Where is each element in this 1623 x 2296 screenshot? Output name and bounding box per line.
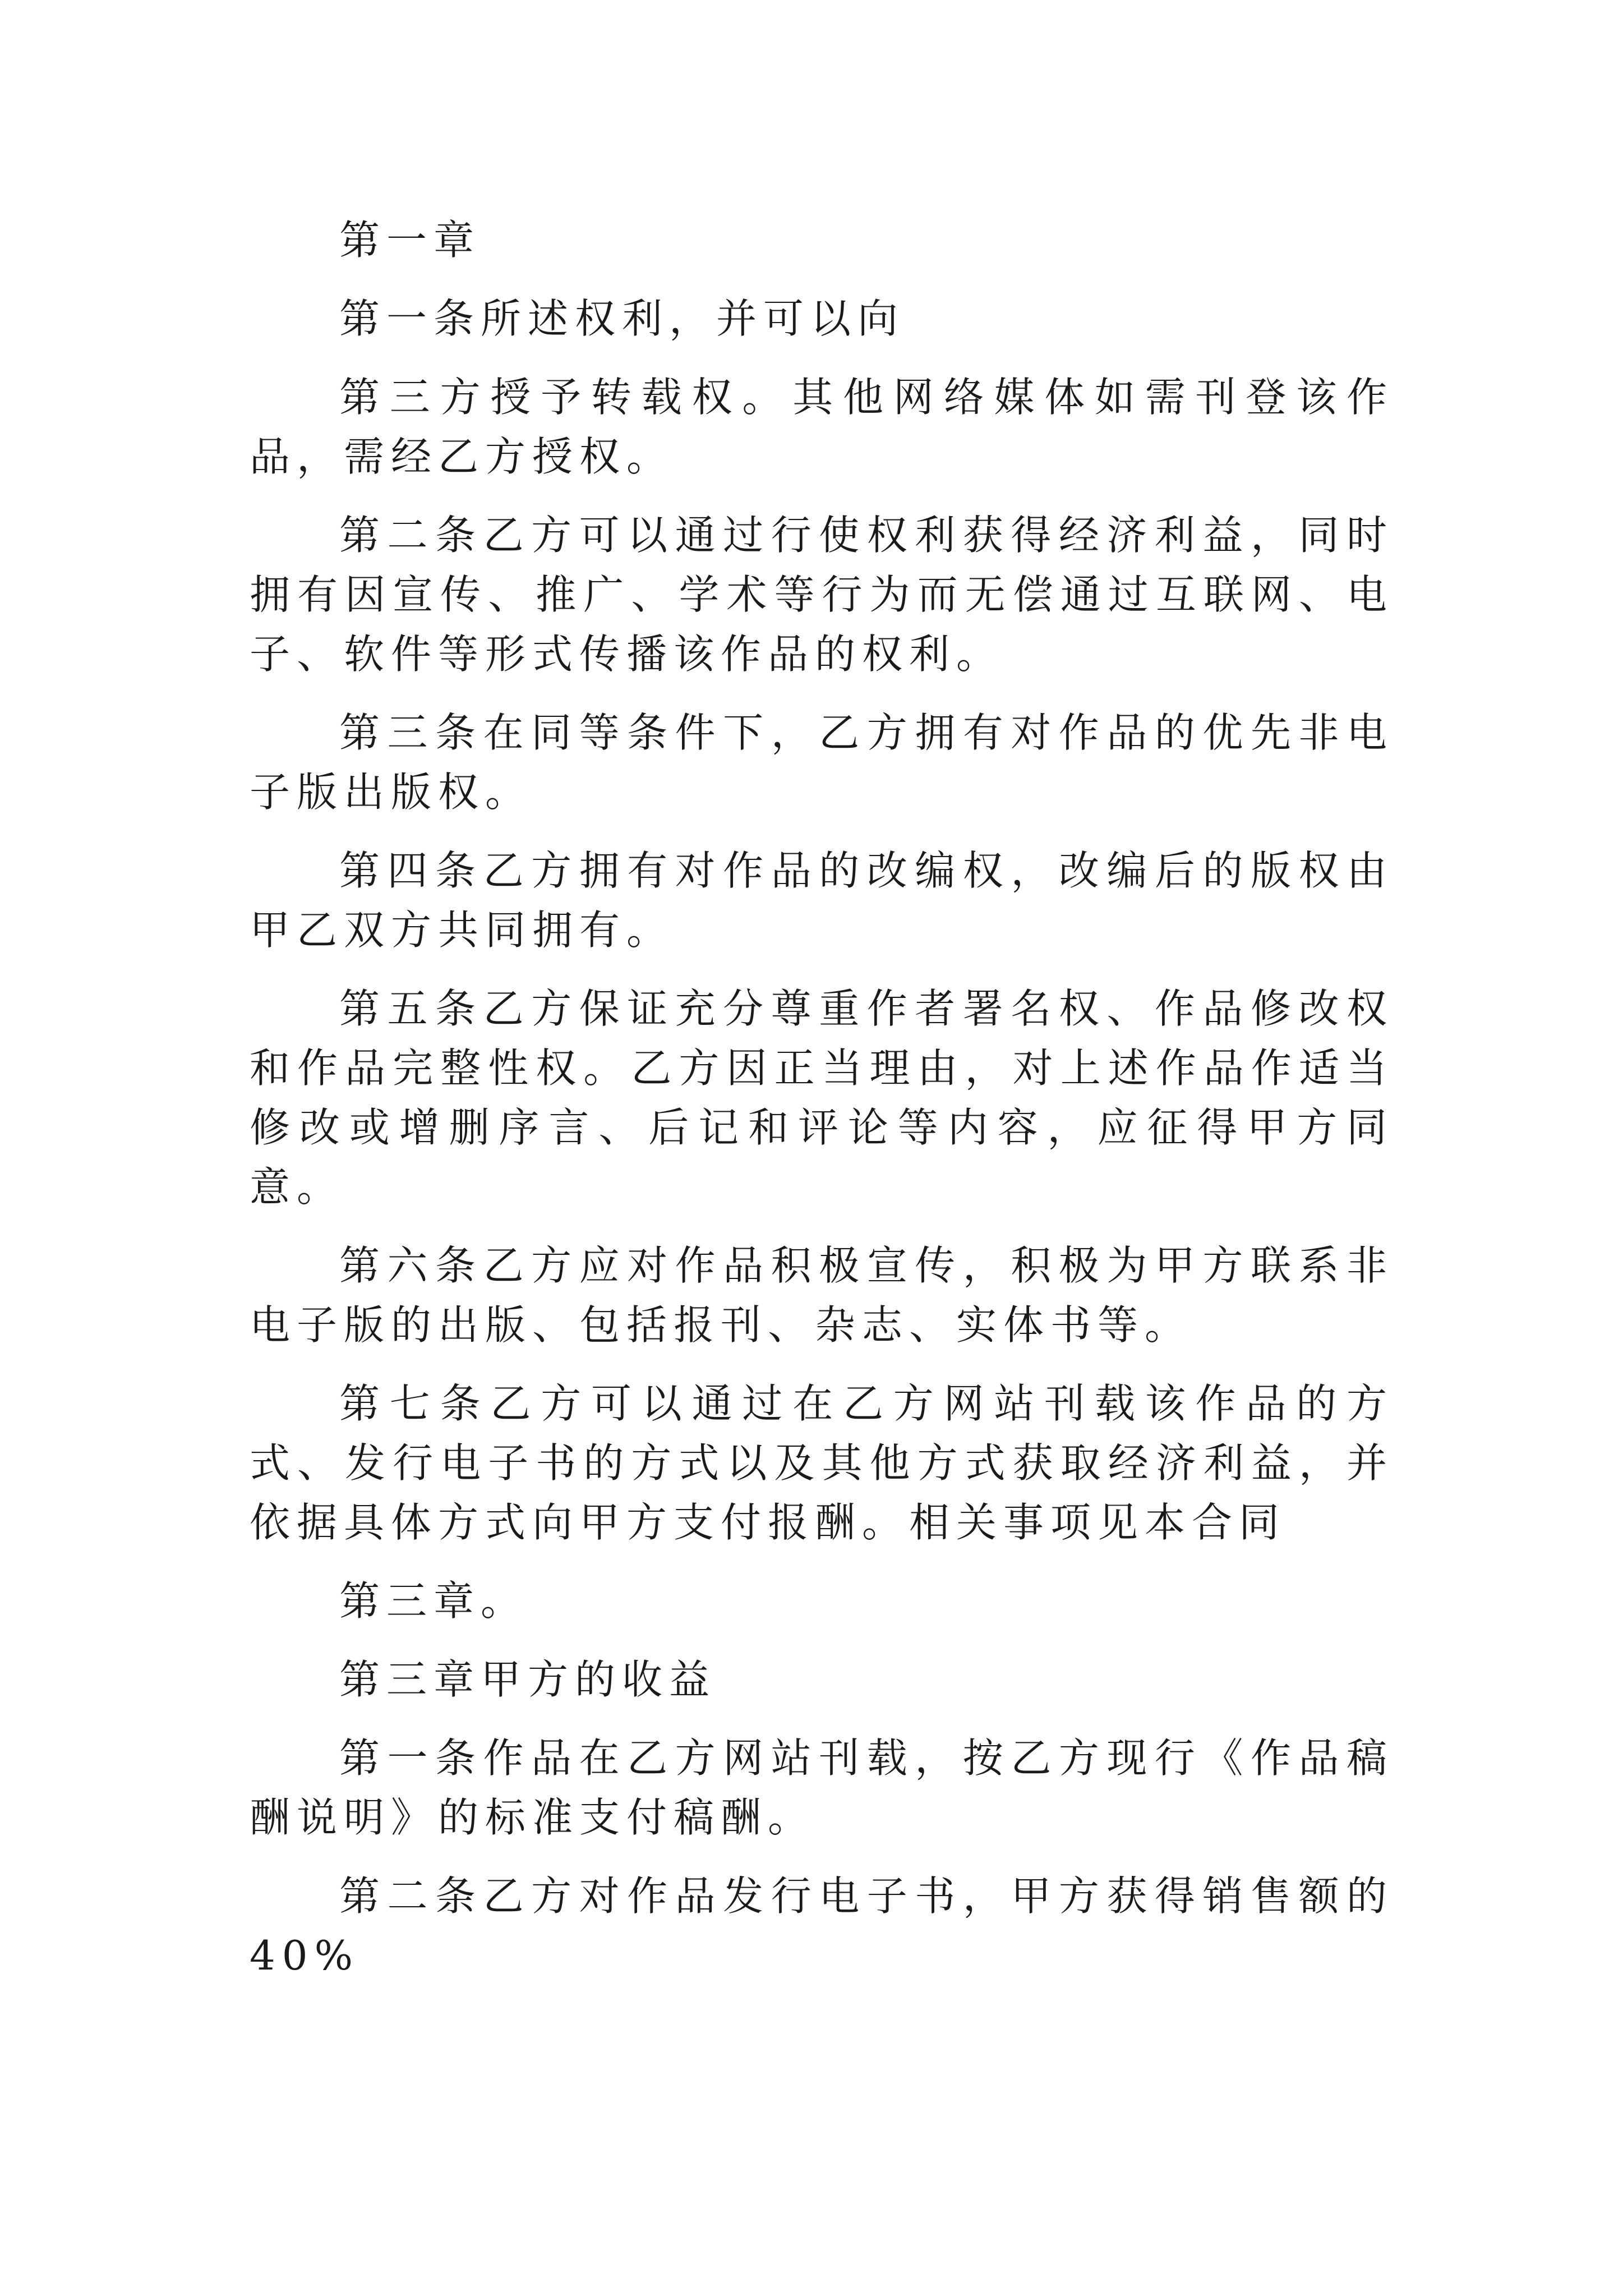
article-1-paragraph: 第一条作品在乙方网站刊载，按乙方现行《作品稿酬说明》的标准支付稿酬。: [250, 1734, 1394, 1841]
chapter-heading: 第一章: [339, 217, 481, 264]
article-2-paragraph: 第二条乙方可以通过行使权利获得经济利益，同时拥有因宣传、推广、学术等行为而无偿通过互联网、电子、软件等形式传播该作品的权利。: [250, 512, 1394, 678]
chapter-heading: 第三章甲方的收益: [339, 1656, 717, 1703]
article-6-paragraph: 第六条乙方应对作品积极宣传，积极为甲方联系非电子版的出版、包括报刊、杂志、实体书等。: [250, 1242, 1394, 1349]
article-3-paragraph: 第三条在同等条件下，乙方拥有对作品的优先非电子版出版权。: [250, 709, 1394, 816]
chapter-heading: 第三章。: [339, 1577, 528, 1625]
article-2-paragraph: 第二条乙方对作品发行电子书，甲方获得销售额的40%: [250, 1872, 1394, 1979]
article-4-paragraph: 第四条乙方拥有对作品的改编权，改编后的版权由甲乙双方共同拥有。: [250, 847, 1394, 954]
article-5-paragraph: 第五条乙方保证充分尊重作者署名权、作品修改权和作品完整性权。乙方因正当理由，对上述作品作适当修改或增删序言、后记和评论等内容，应征得甲方同意。: [250, 985, 1394, 1211]
paragraph: 第三方授予转载权。其他网络媒体如需刊登该作品，需经乙方授权。: [250, 374, 1394, 480]
paragraph: 第一条所述权利，并可以向: [339, 295, 905, 342]
article-7-paragraph: 第七条乙方可以通过在乙方网站刊载该作品的方式、发行电子书的方式以及其他方式获取经济利益，并依据具体方式向甲方支付报酬。相关事项见本合同: [250, 1380, 1394, 1546]
document-body: [250, 210, 1394, 1985]
